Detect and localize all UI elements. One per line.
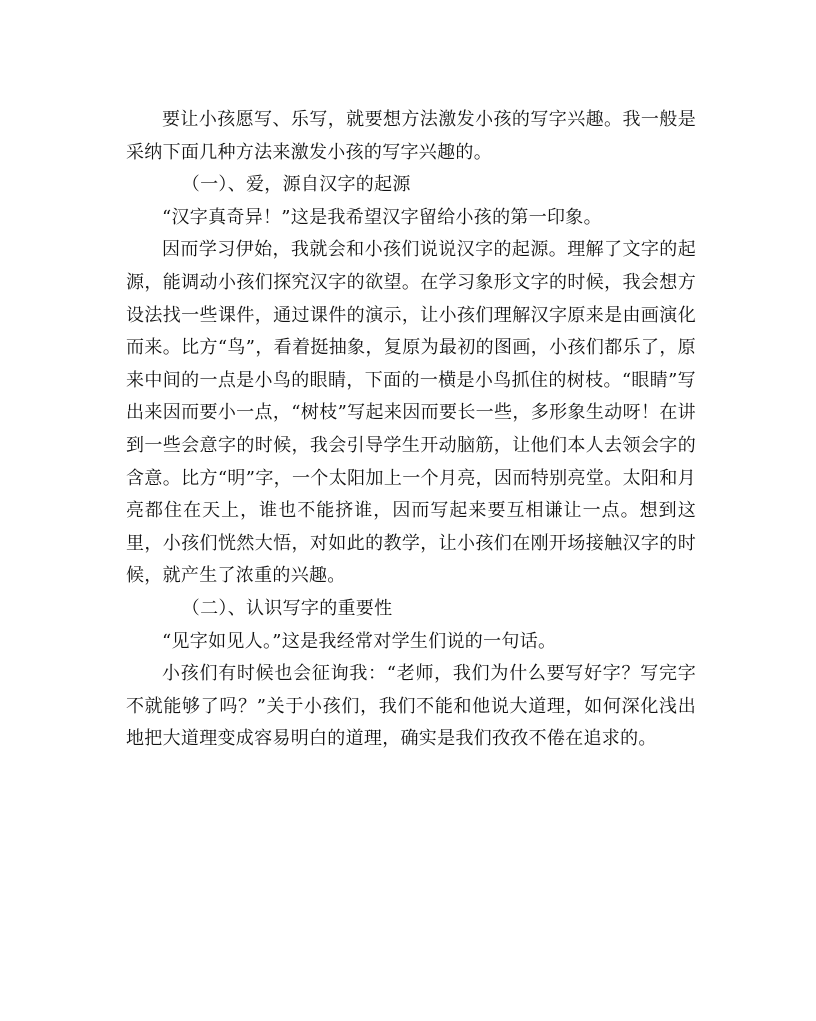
paragraph-quote-2: “见字如见人。”这是我经常对学生们说的一句话。 <box>162 630 557 652</box>
section-heading-1: （一）、爱，源自汉字的起源 <box>181 174 411 196</box>
paragraph-origin: 因而学习伊始，我就会和小孩们说说汉字的起源。理解了文字的起源，能调动小孩们探究汉字的欲望。在学习象形文字的时候，我会想方设法找一些课件，通过课件的演示，让小孩们理解汉字原来是由画演化而来。比方“鸟”，看着挺抽象，复原为最初的图画，小孩们都乐了，原来中间的一点是小鸟的眼睛，下面的一横是小鸟抓住的树枝。“眼睛”写出来因而要小一点，“树枝”写起来因而要长一些，多形象生动呀！在讲到一些会意字的时候，我会引导学生开动脑筋，让他们本人去领会字的含意。比方“明”字，一个太阳加上一个月亮，因而特别亮堂。太阳和月亮都住在天上，谁也不能挤谁，因而写起来要互相谦让一点。想到这里，小孩们恍然大悟，对如此的教学，让小孩们在刚开场接触汉字的时候，就产生了浓重的兴趣。 <box>126 239 696 587</box>
paragraph-question: 小孩们有时候也会征询我：“老师，我们为什么要写好字？写完字不就能够了吗？”关于小孩们，我们不能和他说大道理，如何深化浅出地把大道理变成容易明白的道理，确实是我们孜孜不倦在追求的。 <box>126 663 696 750</box>
document-body <box>126 104 696 756</box>
paragraph-intro: 要让小孩愿写、乐写，就要想方法激发小孩的写字兴趣。我一般是采纳下面几种方法来激发小孩的写字兴趣的。 <box>126 109 696 163</box>
paragraph-quote-1: “汉字真奇异！”这是我希望汉字留给小孩的第一印象。 <box>162 206 602 228</box>
section-heading-2: （二）、认识写字的重要性 <box>181 597 393 619</box>
